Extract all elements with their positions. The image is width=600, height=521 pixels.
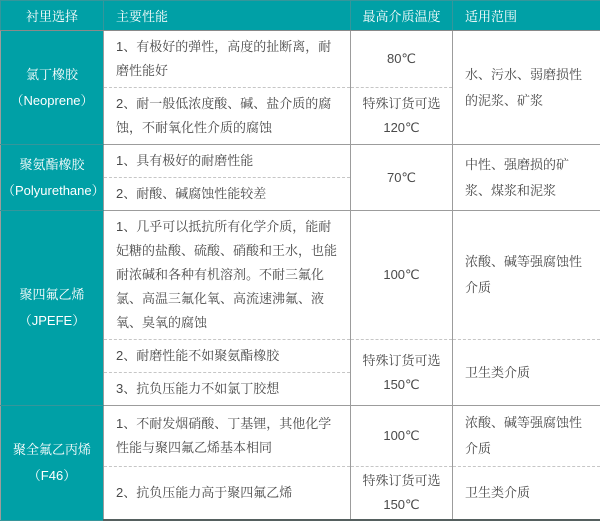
temperature-cell: 100℃ (351, 406, 453, 467)
temperature-cell (351, 88, 453, 145)
table-row (1, 211, 600, 340)
scope-cell: 中性、强磨损的矿浆、煤浆和泥浆 (453, 145, 600, 211)
performance-cell: 2、抗负压能力高于聚四氟乙烯 (104, 467, 351, 521)
temperature-cell: 100℃ (351, 211, 453, 340)
temperature-value: 150℃ (355, 373, 448, 397)
table-row (1, 406, 600, 467)
material-name: 氯丁橡胶 (2, 62, 102, 88)
scope-cell: 浓酸、碱等强腐蚀性介质 (453, 406, 600, 467)
scope-cell: 水、污水、弱磨损性的泥浆、矿浆 (453, 31, 600, 145)
temperature-note: 特殊订货可选 (355, 92, 448, 116)
temperature-cell: 80℃ (351, 31, 453, 88)
material-name-en: （F46） (2, 463, 102, 489)
header-max-temp: 最高介质温度 (351, 1, 453, 31)
performance-cell: 1、几乎可以抵抗所有化学介质，能耐妃糖的盐酸、硫酸、硝酸和王水，也能耐浓碱和各种有机溶剂。不耐三氟化氯、高温三氟化氧、高流速沸氟、液氧、臭氧的腐蚀 (104, 211, 351, 340)
scope-cell: 卫生类介质 (453, 340, 600, 406)
table-row (1, 31, 600, 88)
performance-cell: 1、不耐发烟硝酸、丁基锂，其他化学性能与聚四氟乙烯基本相同 (104, 406, 351, 467)
temperature-cell (351, 340, 453, 406)
material-name: 聚氨酯橡胶 (2, 152, 102, 178)
material-name-en: （JPEFE） (2, 308, 102, 334)
performance-cell: 2、耐酸、碱腐蚀性能较差 (104, 178, 351, 211)
table-header-row (1, 1, 600, 31)
header-lining: 衬里选择 (1, 1, 104, 31)
table-row (1, 145, 600, 178)
temperature-note: 特殊订货可选 (355, 349, 448, 373)
material-name: 聚全氟乙丙烯 (2, 437, 102, 463)
performance-cell: 2、耐磨性能不如聚氨酯橡胶 (104, 340, 351, 373)
material-cell-f46 (1, 406, 104, 521)
scope-cell: 浓酸、碱等强腐蚀性介质 (453, 211, 600, 340)
material-cell-jpefe (1, 211, 104, 406)
scope-cell: 卫生类介质 (453, 467, 600, 521)
temperature-value: 120℃ (355, 116, 448, 140)
material-name-en: （Neoprene） (2, 88, 102, 114)
performance-cell: 1、具有极好的耐磨性能 (104, 145, 351, 178)
material-cell-neoprene (1, 31, 104, 145)
temperature-note: 特殊订货可选 (355, 469, 448, 493)
temperature-cell (351, 467, 453, 521)
material-name-en: （Polyurethane） (2, 178, 102, 204)
performance-cell: 3、抗负压能力不如氯丁胶想 (104, 373, 351, 406)
header-scope: 适用范围 (453, 1, 600, 31)
material-name: 聚四氟乙烯 (2, 282, 102, 308)
header-performance: 主要性能 (104, 1, 351, 31)
material-cell-polyurethane (1, 145, 104, 211)
performance-cell: 2、耐一般低浓度酸、碱、盐介质的腐蚀，不耐氧化性介质的腐蚀 (104, 88, 351, 145)
temperature-value: 150℃ (355, 493, 448, 517)
performance-cell: 1、有极好的弹性，高度的扯断离，耐磨性能好 (104, 31, 351, 88)
temperature-cell: 70℃ (351, 145, 453, 211)
